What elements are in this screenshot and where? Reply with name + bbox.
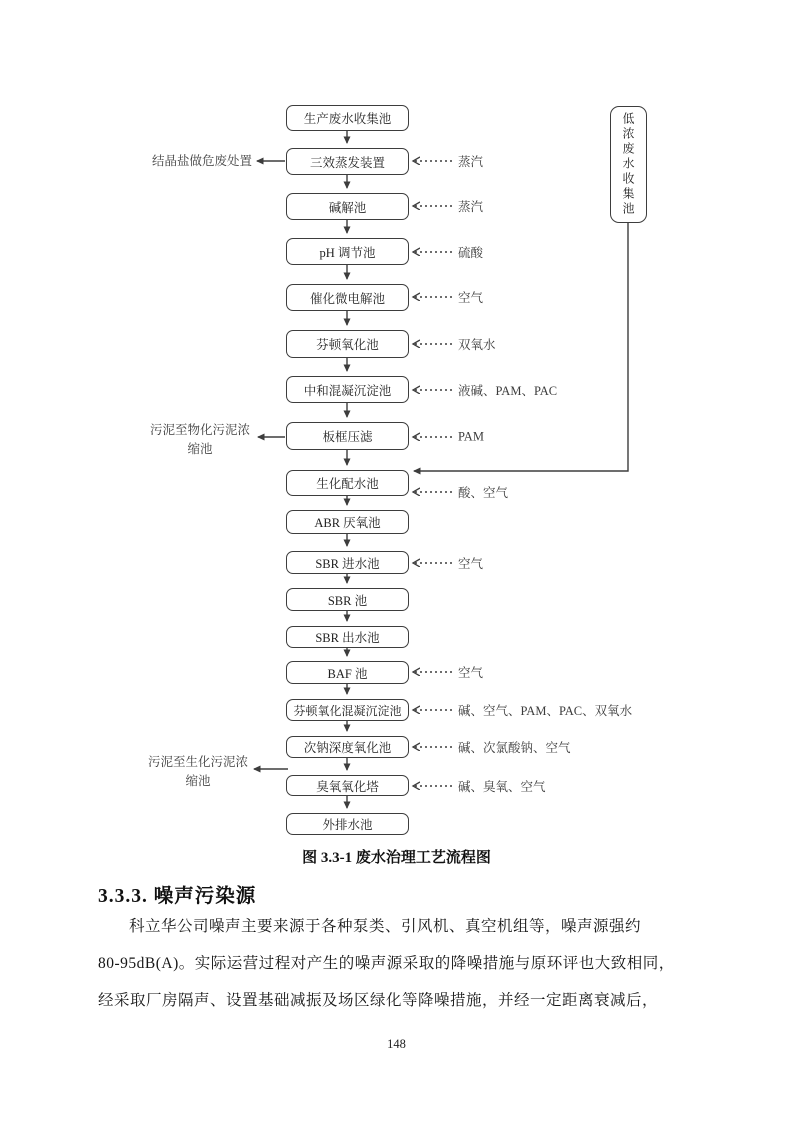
body-line-1: 科立华公司噪声主要来源于各种泵类、引风机、真空机组等，噪声源强约: [129, 918, 642, 935]
output-label-sludge-to-biochem-thickener: 污泥至生化污泥浓缩池: [147, 755, 248, 788]
input-label-steam-2: 蒸汽: [458, 200, 484, 214]
flow-box-filter-press: 板框压滤: [286, 422, 409, 450]
input-label-alkali-air-pam-pac-h2o2: 碱、空气、PAM、PAC、双氧水: [458, 704, 633, 718]
flow-box-neutralization-coagulation: 中和混凝沉淀池: [286, 376, 409, 403]
flow-box-catalytic-micro-electrolysis: 催化微电解池: [286, 284, 409, 311]
flow-box-low-concentration-collection: 低浓废水收集池: [610, 106, 647, 223]
flow-box-discharge: 外排水池: [286, 813, 409, 835]
flow-box-sbr: SBR 池: [286, 588, 409, 611]
output-label-sludge-to-physchem-thickener: 污泥至物化污泥浓缩池: [150, 423, 251, 456]
input-label-pam: PAM: [458, 429, 484, 444]
body-paragraph: [98, 908, 698, 1019]
flow-box-fenton-oxidation: 芬顿氧化池: [286, 330, 409, 358]
input-label-air-1: 空气: [458, 291, 484, 305]
flow-box-sbr-outlet: SBR 出水池: [286, 626, 409, 648]
flow-box-alkaline-hydrolysis: 碱解池: [286, 193, 409, 220]
input-label-sulfuric-acid: 硫酸: [458, 246, 484, 260]
flow-box-abr-anaerobic: ABR 厌氧池: [286, 510, 409, 534]
input-label-hydrogen-peroxide: 双氧水: [458, 338, 496, 352]
body-line-3: 经采取厂房隔声、设置基础减振及场区绿化等降噪措施，并经一定距离衰减后，: [98, 992, 659, 1009]
input-label-air-3: 空气: [458, 666, 484, 680]
input-label-air-2: 空气: [458, 557, 484, 571]
flow-box-sbr-inlet: SBR 进水池: [286, 551, 409, 574]
output-label-crystal-salt-hazardous-waste: 结晶盐做危废处置: [151, 154, 252, 168]
flow-box-ph-adjustment: pH 调节池: [286, 238, 409, 265]
input-label-caustic-pam-pac: 液碱、PAM、PAC: [458, 384, 558, 398]
flow-box-biochemical-distribution: 生化配水池: [286, 470, 409, 496]
input-label-steam-1: 蒸汽: [458, 155, 484, 169]
figure-caption: 图 3.3-1 废水治理工艺流程图: [302, 850, 491, 866]
page-number: 148: [387, 1037, 406, 1051]
body-line-2: 80-95dB(A)。实际运营过程对产生的噪声源采取的降噪措施与原环评也大致相同，: [98, 955, 675, 972]
flow-box-fenton-coagulation: 芬顿氧化混凝沉淀池: [286, 699, 409, 721]
input-label-alkali-hypochlorite-air: 碱、次氯酸钠、空气: [458, 741, 571, 755]
flow-box-triple-effect-evaporator: 三效蒸发装置: [286, 148, 409, 175]
input-label-alkali-ozone-air: 碱、臭氧、空气: [458, 780, 546, 794]
flow-box-hypochlorite-oxidation: 次钠深度氧化池: [286, 736, 409, 758]
input-label-acid-air: 酸、空气: [458, 486, 509, 500]
section-heading: 3.3.3. 噪声污染源: [98, 886, 257, 907]
flow-box-baf: BAF 池: [286, 661, 409, 684]
flow-box-production-wastewater-collection: 生产废水收集池: [286, 105, 409, 131]
flow-box-ozone-tower: 臭氧氧化塔: [286, 775, 409, 796]
